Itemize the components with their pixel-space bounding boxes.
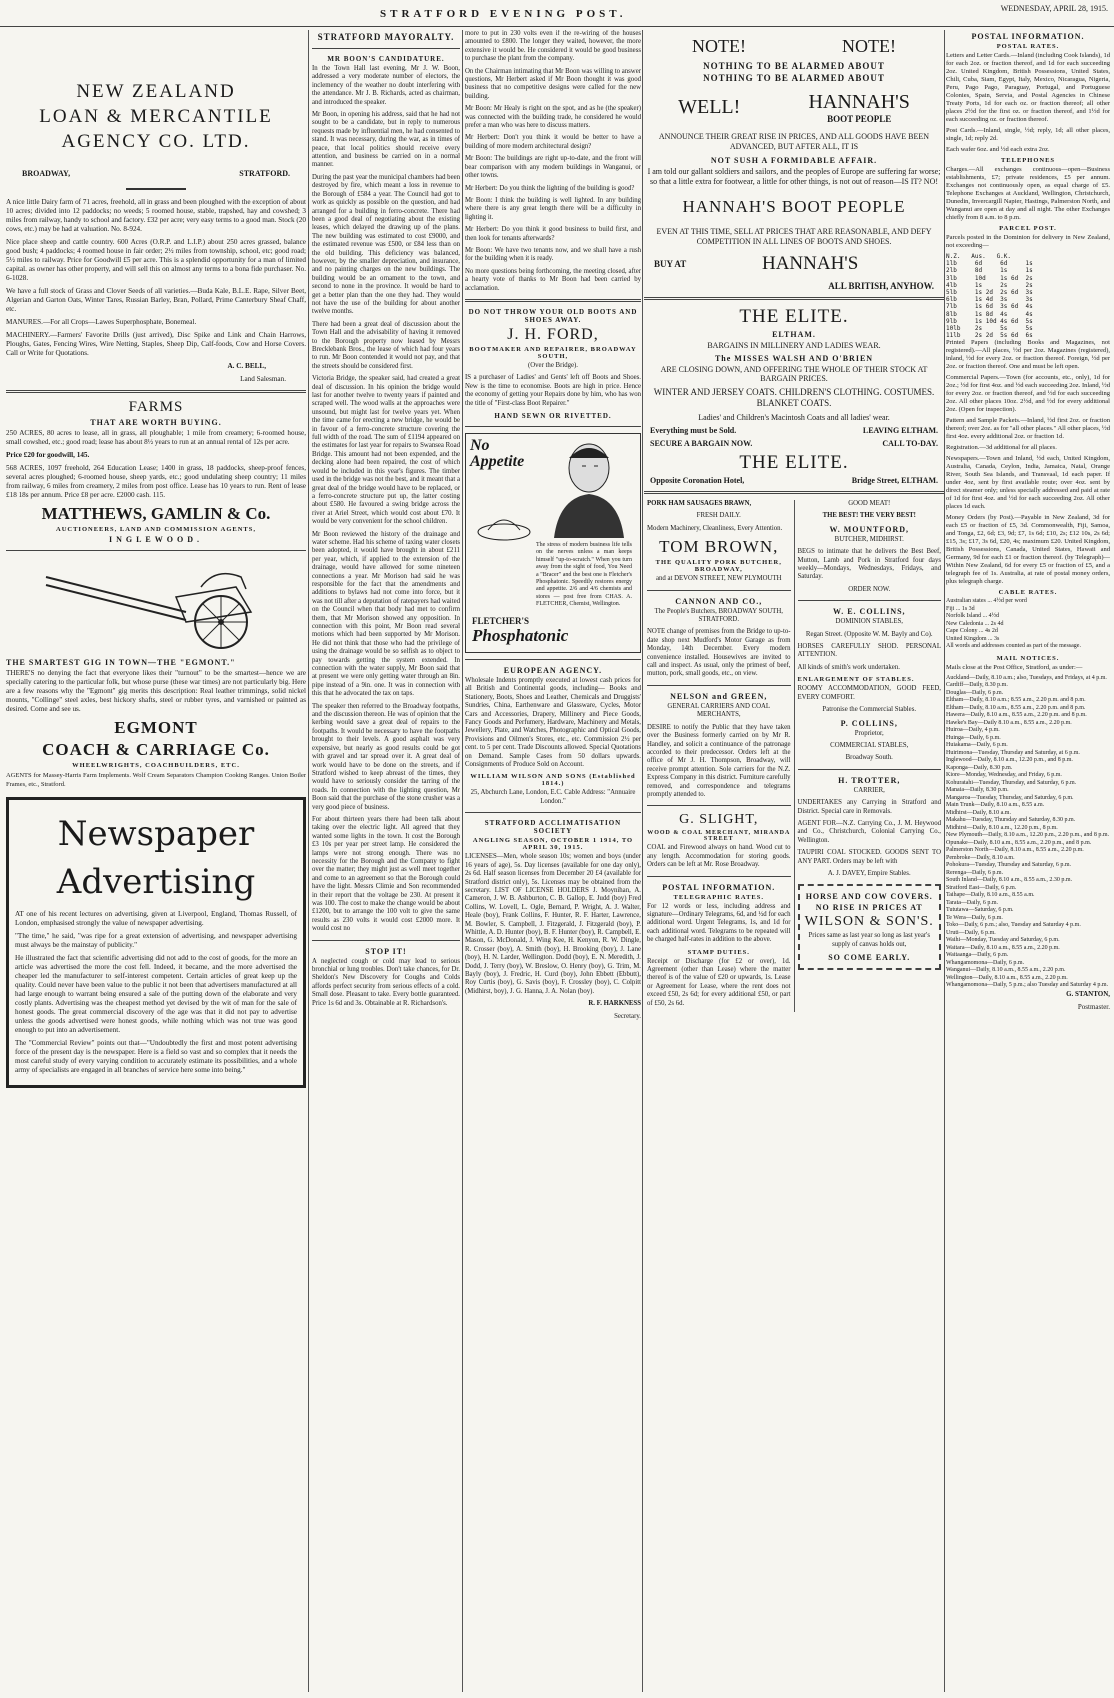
mayoralty-p1: In the Town Hall last evening, Mr J. W. Boon, addressed a very moderate number of electors, the inclemency of the weather no doubt interfering with the attendance. Mr J. B. Richards, acted as chairman, and introduced the speaker. [312,65,460,106]
mail-item: Te Wera—Daily, 6 p.m. [946,914,1003,921]
hannahs-soldiers: I am told our gallant soldiers and sailors, and the peoples of Europe are suffering far worse; so that a little extra for footwear, a little for other things, is not out of reason—IS IT? NO! [647,167,941,186]
hannahs-title: HANNAH'S [808,91,910,113]
mail-item: Kohuratahi—Tuesday, Thursday, and Saturday, 6 p.m. [946,779,1077,786]
stamp-text: Receipt or Discharge (for £2 or over), 1d. Agreement (other than Lease) where the matter thereof is of the value of £20 or upwards, 1s. Lease or Agreement for Lease, where the rent does not exceed £50, 2s 6d; for every additional £50, or part of £50, 2s 6d. [647,957,791,1007]
mail-item: Midhirst—Daily, 8.10 a.m. [946,809,1011,816]
cable-row: United Kingdom ... 3s [946,635,1000,642]
mayoralty-cont-p5: Mr Boon: The buildings are right up-to-date, and the front will bear comparison with any modern buildings in Wanganui, or other towns. [465,155,641,180]
acclimatisation-signature-title: Secretary. [614,1012,641,1020]
mail-notices: MAIL NOTICES. [996,654,1060,662]
elite-title: THE ELITE. [739,306,849,327]
mountford-text: BEGS to intimate that he delivers the Best Beef, Mutton, Lamb and Pork in Stratford four days weekly—Mondays, Wednesdays, Fridays, and Saturday. [797,548,941,581]
farms-subtitle: THAT ARE WORTH BUYING. [90,418,222,427]
mail-item: Mangaroa—Tuesday, Thursday, and Saturday, 6 p.m. [946,794,1074,801]
trotter-title: H. TROTTER, [838,775,901,785]
nelson-title: NELSON and GREEN, [670,691,768,701]
newspapers: Newspapers.—Town and Inland, ½d each, United Kingdom, Australia, Canada, Ceylon, India, Jamaica, Natal, Orange River, South Sea Islands, and Transvaal, 1d each paper. If under 4oz, sent by first available route; over 4oz. sent by direct steamer only; unless specially addressed and paid at rate of 1d for first 4oz. and ½d for each succeeding 2oz. All other places 1d each. [946,455,1110,511]
mayoralty-p8: For about thirteen years there had been talk about taking over the electric light. All agreed that they wanted some lights in the town. It cost the Borough £3 10s per year per street lamp. He considered the lamps were not strong enough. There was no necessity for the Borough and the Company to fight over the matter; they might just as well meet together and come to an agreement so that the Borough could have the light. Messrs Climie and Son recommended in their report that the voltage be 230. At present it was 100. The cost to make the change would be about £1200, but to arrange the 100 volt to give the same results as 230 volts it would cost £2000 more. It would cost no [312,815,460,933]
cable-row: Fiji ... 1s 3d [946,605,975,612]
mail-item: Huinga—Daily, 6 p.m. [946,734,1001,741]
gig-description: THERE'S no denying the fact that everyone likes their "turnout" to be the smartest—hence we are specially catering to the particular folk, but whose purse (these war times) are not particularly big. Here are a few reasons why the "Egmont" gig merits this description: Real leather trimmings, solid nickel mounts, "Collinge" steel axles, best hickory shafts, steel or rubber tyres, and varnished or painted as desired. Come and see us. [6,669,306,713]
divider [465,426,641,427]
nz-loan-seeds: We have a full stock of Grass and Clover Seeds of all varieties.—Buda Kale, B.L.E. Rape, Silver Beet, Algerian and Garton Oats, Winter Tares, Russian Barley, Bran, Pollard, Prime Canterbury Sheaf Chaff, etc. [6,287,306,313]
postal-info-title: POSTAL INFORMATION. [662,882,776,892]
telephone-charges: Charges.—All exchanges continuous—open—Business establishments, £7; private residences, £5 per annum. Exchanges not continuously open, as equal charge of £5. Telephone Exchanges at Auckland, Wellington, Christchurch, Dunedin, Invercargill Napier, Hastings, Palmerston North, and Wanganui are open at day and all night. The other Exchanges chiefly from 8 a.m. to 8 p.m. [946,166,1110,221]
european-agency-signature: WILLIAM WILSON AND SONS (Established 1814.) [470,773,636,788]
no-rise: NO RISE IN PRICES AT [815,903,923,913]
mail-item: Eltham—Daily, 8.10 a.m.; 8.55 a.m., 2.20 p.m. and 8 p.m. [946,697,1086,704]
mail-item: Whangamomona—Daily, 6 p.m. [946,959,1025,966]
elite-bargains: BARGAINS IN MILLINERY AND LADIES WEAR. [707,341,881,350]
hannahs-not-formidable: NOT SUSH A FORMIDABLE AFFAIR. [710,156,878,165]
european-agency-address: 25, Abchurch Lane, London, E.C. Cable Address: "Annuaire London." [470,789,636,805]
mail-item: Huiakama—Daily, 6 p.m. [946,742,1008,749]
cable-row: All words and addresses counted as part of the message. [946,643,1081,650]
parcel-row: 5lb 1s 2d 2s 6d 3s [946,289,1033,297]
mail-item: Taihape—Daily, 8.10 a.m., 8.55 a.m. [946,892,1035,899]
come-early: SO COME EARLY. [828,953,911,963]
davey: A. J. DAVEY, Empire Stables. [827,869,911,877]
collins-horses: HORSES CAREFULLY SHOD. PERSONAL ATTENTION. [797,643,941,659]
cannon-text: NOTE change of premises from the Bridge to up-to-date shop next Mudford's Motor Garage as from Monday, 14th December. Every modern convenience installed. Housewives are invited to call and inspect. As usual, only the primest of beef, mutton, pork, small goods, etc., on view. [647,628,791,678]
mail-item: Midhirst—Daily, 8.10 a.m., 12.20 p.m., 8 p.m. [946,824,1058,831]
tom-brown-devon: and at DEVON STREET, NEW PLYMOUTH [655,575,782,583]
mayoralty-cont-p9: Mr Boon: We have two tenants now, and we shall have a rush for the building when it is ready. [465,246,641,263]
tom-brown: TOM BROWN, [659,537,779,557]
postmaster-title: Postmaster. [1077,1002,1110,1011]
divider [798,600,942,601]
mayoralty-cont-p6: Mr Herbert: Do you think the lighting of the building is good? [465,184,635,192]
nz-loan-listing-2: Nice place sheep and cattle country. 600 Acres (O.R.P. and L.I.P.) about 250 acres grassed, balance good bush; 4 paddocks; 4 roomed house in fair order; 2½ miles from township, school, etc; good road; 5½ miles to railway. Price for Goodwill £5 per acre. This is a splendid opportunity for a man of limited capital. as owner has other property, and will sell this on almost any terms to a bona fide purchaser. No. 6-1028. [6,238,306,282]
parcel-row: 1lb 6d 6d 1s [946,260,1033,268]
farms-price-1: Price £20 for goodwill, 145. [6,451,90,459]
mail-item: Waitara—Daily, 8.10 a.m., 8.55 a.m., 2.20 p.m. [946,944,1060,951]
column-4 [644,30,944,1692]
elite-must-sell: Everything must be Sold. [650,426,737,435]
order-now: ORDER NOW. [848,585,891,593]
collins-address: Regan Street. (Opposite W. M. Bayly and Co). [805,630,933,638]
mayoralty-cont-p3: Mr Boon: Mr Healy is right on the spot, and as he (the speaker) was connected with the building trade, he considered he would prefer a man who was here to discuss matters. [465,105,641,130]
post-cards: Post Cards.—Inland, single, ½d; reply, 1d; all other places, single, 1d; reply 2d. [946,127,1110,142]
newspaper-advertising-p3: He illustrated the fact that scientific advertising did not add to the cost of goods, for the more an article was advertised the more the cost fell. Indeed, it became, and the more advertised the cheaper led the manufacturer to self-interest competent. Certain articles of great keep up the quality. Could never have been value to the public it not been that advertisers manufactured at all had large enough to warrant being ensured a sale of the putting down of the elaborate and very costly plants. Advertising was the cheapest method yet devised by the wit of man for the sale of honest goods. The great commercial discovery of the age was that it did not pay to advertise unless the goods advertised were honest goods, while nothing which was not true was good enough to put into an advertisement. [15,954,297,1034]
divider [312,48,460,49]
postmaster-name: G. STANTON, [1066,989,1110,998]
parcel-row: 8lb 1s 8d 4s 4s [946,310,1033,318]
registration: Registration.—3d additional for all places. [946,444,1057,452]
mail-item: Pembroke—Daily, 8.10 a.m. [946,854,1015,861]
nz-loan-manures: MANURES.—For all Crops—Lawes Superphosphate, Bonemeal. [6,318,197,326]
note-right: NOTE! [842,36,896,56]
hannahs-reasonable: EVEN AT THIS TIME, SELL AT PRICES THAT ARE REASONABLE, AND DEFY COMPETITION IN ALL LINES OF BOOTS AND SHOES. [656,227,932,246]
mail-item: South Inland—Daily, 8.10 a.m., 8.55 a.m., 2.30 p.m. [946,877,1073,884]
cable-row: Norfolk Island ... 4½d [946,613,1000,620]
hannahs-rise: ANNOUNCE THEIR GREAT RISE IN PRICES, AND ALL GOODS HAVE BEEN ADVANCED, BUT AFTER ALL, IT IS [658,132,930,151]
phosphatonic-text: The stress of modern business life tells on the nerves unless a man keeps himself "up-to-scratch." When you turn away from the sight of food, You Need a "Bracer" and the best one is Fletcher's Phosphatonic. Speedily restores energy and appetite. 2/6 and 4/6 chemists and stores — post free from CHAS. A. FLETCHER, Chemist, Wellington. [536,542,632,608]
divider [798,769,942,770]
mail-item: Inglewood—Daily, 8.10 a.m., 12.20 p.m., and 8 p.m. [946,757,1073,764]
mail-item: Whangamomona—Daily, 5 p.m.; also Tuesday and Saturday 4 p.m. [946,982,1109,989]
divider [647,590,791,591]
nz-loan-broadway: BROADWAY, [22,169,71,178]
mail-item: Stratford East—Daily, 6 p.m. [946,884,1017,891]
telephones: TELEPHONES [1000,157,1056,164]
mail-item: Hawera—Daily, 8.10 a.m., 8.55 a.m., 2.20 p.m. and 8 p.m. [946,712,1087,719]
egmont-company: COACH & CARRIAGE Co. [42,740,270,759]
acclimatisation-text: LICENSES—Men, whole season 10s; women and boys (under 16 years of age), 5s. Day licenses (available for one day only), 2s 6d. Half season licenses from December 20 £4 (available for Stratford district only), 5s. Licenses may be obtained from the secretary. LIST OF LICENSE HOLDERS J. Moynihan, A. Cameron, J. W. B. Ashburton, C. B. Gallop, E. Judd (boy) Fred Collins, W. Lovell, L. Ogle, Bernard, P. Wright, A. J. Walter, Heale (boy), Frank Collins, F. Hunter, R. F. Harter, Lawrence, M. Bowler, S. Campbell, J. Fitzgerald, J. Fitzgerald (boy), P. Whittle, A. D. Hunter (boy), B. F. Hunter (boy), R. Campbell, E. Mason, G. McDonald, J. Wing Kee, H. Kenyon, R. W. Dingle, R. Crosser (boy), A. Smith (boy), H. Brooking (boy), J. Lane (boy), H. N. Larder, Wellington. Dodd (boy), E. N. Meredith, J. Dodd, J. Terry (boy), W. Breslow, O. Henry (boy), G. Trim, M. Bayly (boy), J. Fredric, H. Curd (boy), John Ebbett (Ebbutt), Roy Curtis (boy), G. Savis (boy), F. Crossley (boy), C. Colpitt (Midhirst, boy), J. G. Hanna, J. A. Nolan (boy). [465,853,641,995]
gig-headline: THE SMARTEST GIG IN TOWN—THE "EGMONT." [6,658,236,667]
elite-macintosh: Ladies' and Children's Macintosh Coats and all ladies' wear. [698,413,890,422]
divider [465,812,641,813]
cable-rates: CABLE RATES. [998,589,1058,597]
farms-listing-2: 568 ACRES, 1097 freehold, 264 Education Lease; 1400 in grass, 18 paddocks, sheep-proof fences, several acres ploughed; 6-roomed house, sheep yards, etc.; good undulating sheep country; 11 miles from railway, 6 miles from creamery, 2 miles from post office. Lease has 10 years to run. Rent of lease £18 18s per annum. Price £8 per acre. £2000 cash. 115. [6,464,306,499]
fresh-daily: FRESH DAILY. [696,512,741,520]
column-2 [312,30,460,1692]
mail-item: Palmerston North—Daily, 8.10 a.m., 8.55 a.m., 2.20 p.m. [946,847,1084,854]
parcel-table-header: N.Z. Aus. G.K. [946,253,1012,260]
hannahs-boot-people-large: HANNAH'S BOOT PEOPLE [682,197,906,216]
mayoralty-cont-p2: On the Chairman intimating that Mr Boon was willing to answer questions, Mr Herbert asked if Mr Boon thought it was good business that no competitive designs were called for the new building. [465,67,641,100]
ford-trade: BOOTMAKER AND REPAIRER, BROADWAY SOUTH, [469,345,637,360]
man-portrait-illustration [544,438,634,538]
divider [647,685,791,686]
newspaper-advertising-p1: AT one of his recent lectures on advertising, given at Liverpool, England, Thomas Russell, of London, emphasised strongly the value of newspaper advertising. [15,910,297,927]
divider [6,390,306,393]
mail-item: Kiore—Monday, Wednesday, and Friday, 6 p.m. [946,772,1062,779]
slight-sub: WOOD & COAL MERCHANT, MIRANDA STREET [647,830,791,843]
matthews-gamlin-subtitle: AUCTIONEERS, LAND AND COMMISSION AGENTS, [56,526,256,533]
taupiri: TAUPIRI COAL STOCKED. GOODS SENT TO ANY PART. Orders may be left with [797,849,941,865]
nz-loan-signature: A. C. BELL, [227,362,266,370]
mail-item: Huiroa—Daily, 4 p.m. [946,727,1000,734]
proprietor: Proprietor, [854,729,884,737]
parcel-post: PARCEL POST. [999,225,1057,232]
divider [647,876,791,877]
masthead-date: WEDNESDAY, APRIL 28, 1915. [1000,4,1108,13]
cable-row: Cape Colony ... 4s 2d [946,628,998,635]
ford-footer: HAND SEWN OR RIVETTED. [494,412,612,420]
the-best: THE BEST! THE VERY BEST! [822,512,916,520]
divider [644,491,944,494]
divider [644,297,944,300]
mayoralty-cont-p4: Mr Herbert: Don't you think it would be better to have a building of more modern architectural design? [465,134,641,150]
column-rule [308,30,309,1692]
nelson-sub: GENERAL CARRIERS AND COAL MERCHANTS, [667,702,771,719]
alarm-line-1: NOTHING TO BE ALARMED ABOUT [703,61,885,71]
elite-misses: The MISSES WALSH AND O'BRIEN [714,354,874,363]
elite-address-1: Opposite Coronation Hotel, [650,476,745,485]
mail-item: Waitaanga—Daily, 6 p.m. [946,952,1009,959]
commercial-stables: COMMERCIAL STABLES, [830,741,909,749]
column-rule [462,30,463,1692]
mountford-title: W. MOUNTFORD, [829,524,910,534]
divider [465,659,641,660]
nz-loan-title-1: NEW ZEALAND [76,81,236,102]
ornament-rule [126,188,186,190]
wilson-box [798,884,942,970]
mail-item: Tarata—Daily, 6 p.m. [946,899,999,906]
broadway-south: Broadway South. [845,754,893,762]
elite-call: CALL TO-DAY. [882,439,938,448]
egmont-trades: WHEELWRIGHTS, COACHBUILDERS, ETC. [72,762,240,769]
cable-row: New Caledonia ... 2s 4d [946,620,1004,627]
postal-rates: POSTAL RATES. [996,43,1060,50]
european-agency-text: Wholesale Indents promptly executed at lowest cash prices for all British and Continental goods, including— Books and Stationery, Boots, Shoes and Leather, Chemicals and Druggists' Sundries, China, Earthenware and Glassware, Cycles, Motor Cars and Accessories, Drapery, Millinery and Piece Goods, Fancy Goods and Perfumery, Hardware, Machinery and Metals, Jewellery, Plate, and Watches, Photographic and Optical Goods, Provisions and Oilmen's Stores, etc., etc. Commission 2½ per cent. to 5 per cent. Trade Discounts allowed. Special Quotations on Demand. Sample Cases from 50 dollars upwards. Consignments of Produce Sold on Account. [465,677,641,769]
collins-sub: DOMINION STABLES, [835,618,903,626]
mayoralty-cont-p8: Mr Herbert: Do you think it good business to build first, and then look for tenants afterwards? [465,226,641,242]
elite-eltham: ELTHAM. [772,330,816,339]
mayoralty-p2: Mr Boon, in opening his address, said that he had not sought to be a candidate, but in reply to numerous requests made by influential men, he had consented to stand. It was necessary, during the war, as in times of peace, that local politics should receive every attention, and business be carried on in a normal manner. [312,111,460,169]
newspaper-advertising-title-2: Advertising [56,862,256,902]
column-3 [465,30,641,1692]
mountford-sub: BUTCHER, MIDHIRST. [834,535,904,543]
divider [647,805,791,806]
mail-item: Tututawa—Saturday, 6 p.m. [946,907,1014,914]
mail-item: Kaponga—Daily, 8.30 p.m. [946,764,1013,771]
parcel-table [946,253,1110,339]
column-5 [946,30,1110,1692]
parcel-row: 10lb 2s 5s 5s [946,325,1033,333]
mayoralty-p4: There had been a great deal of discussion about the Town Hall and the advisability of having it removed to the Borough property now leased by Messrs Brecklebank Bros., the lease of which had four years to run. Mr Boon contended it would not pay, and that the streets should be considered first. [312,320,460,370]
cable-row: Australian states ... 4½d per word [946,598,1027,605]
stop-it-title: STOP IT! [365,946,407,956]
mail-item: Uruti—Daily, 6 p.m. [946,929,996,936]
parcel-row: 6lb 1s 4d 3s 3s [946,296,1033,304]
mail-item: Douglas—Daily, 6 p.m. [946,689,1004,696]
printed-papers: Printed Papers (including Books and Magazines, not registered).—All places, ½d per 2oz. Magazines (registered), inland, ½d for every 2oz. or fraction thereof. Foreign, ½d per 2oz. or fraction thereof. One and must be left open. [946,339,1110,371]
mail-item: Wellington—Daily, 8.10 a.m., 8.55 a.m., 2.20 p.m. [946,974,1068,981]
commercial-papers: Commercial Papers.—Town (for accounts, etc., only), 1d for 2oz.; ½d for first 4oz. and ½d each succeeding 2oz. Inland, ½d for every 2oz. or fraction thereof, and ½d for each succeeding 2oz. All other places 10oz. 2½d, and ½d for every additional 2oz. (Open for inspection). [946,374,1110,414]
column-rule [944,30,945,1692]
farms-listing-1: 250 ACRES, 80 acres to lease, all in grass, all ploughable; 1 mile from creamery; 6-roomed house, small cowshed, etc.; good road; lease has about 8½ years to run at an annual rental of 12s per acre. [6,429,306,446]
slight-title: G. SLIGHT, [679,812,759,828]
enlargement: ENLARGEMENT OF STABLES. [797,676,915,684]
elite-coats: WINTER AND JERSEY COATS. CHILDREN'S CLOTHING. COSTUMES. BLANKET COATS. [653,387,935,408]
mail-item: Eltham—Daily, 8.10 a.m., 8.55 a.m., 2.20 p.m. and 8 p.m. [946,704,1086,711]
mail-item: Main Trunk—Daily, 8.10 a.m., 8.55 a.m. [946,802,1045,809]
collins-smith: All kinds of smith's work undertaken. [797,663,900,671]
parcel-row: 4lb 1s 2s 2s [946,281,1033,289]
column-1 [6,30,306,1692]
column-rule [642,30,643,1692]
nz-loan-title-2: LOAN & MERCANTILE [39,106,273,127]
newspaper-advertising-title-1: Newspaper [57,814,255,854]
mail-item: Auckland—Daily, 8.10 a.m.; also, Tuesdays, and Fridays, at 4 p.m. [946,674,1107,681]
mayoralty-p7: The speaker then referred to the Broadway footpaths, and the discussion thereon. He was of opinion that the kerbing would save a great deal of repairs to the footpaths. It would be necessary to have the footpaths brought to their levels. A good asphalt was very expensive, but nearly as good results could be got with gravel and tar spread over it. A great deal of work would have to be done on the streets, and if Stratford wished to keep abreast of the times, they would have to seriously consider the tarring of the roads. In connection with the lighting question, Mr Boon said that the purchase of the stone crusher was a very good piece of business. [312,702,460,811]
all-british: ALL BRITISH, ANYHOW. [828,281,934,291]
mail-item: Makahu—Tuesday, Thursday and Saturday, 8.30 p.m. [946,817,1076,824]
mayoralty-p5: Victoria Bridge, the speaker said, had created a great deal of discussion. In his opinion the bridge would last for another twelve to twenty years if painted and scraped well. The wood walls at the approaches were unsound, but might last for twelve years yet. When the time came for erecting a new bridge, he would be in favour of a ferro-concrete structure covering the full width of the road. The sum of £1194 appeared on the estimates for last year for repairs to Swansea Road Bridge. This amount had not been expended, and the decking alone had been repaired, the cost of which would be included in this year's figures. The timber used in the bridge was not the best, and it meant that a great deal of the bridge would have to be replaced, or a ferro-concrete structure put up, the latter costing about £580. He favoured a swing bridge across the river at Ariel Street, which would cost about £70. It would be very convenient for the school children. [312,375,460,526]
elite-title-2: THE ELITE. [739,452,849,473]
good-meat: GOOD MEAT! [848,500,891,507]
stamp-duties: STAMP DUTIES. [687,948,750,956]
wafer: Each wafer 6oz. and ½d each extra 2oz. [946,146,1050,153]
newspaper-advertising-box [6,797,306,1088]
elite-secure: SECURE A BARGAIN NOW. [650,439,753,448]
tom-brown-sub: THE QUALITY PORK BUTCHER, BROADWAY, [655,559,782,574]
mail-item: Pohokura—Tuesday, Thursday and Saturday, 6 p.m. [946,862,1072,869]
mayoralty-title: STRATFORD MAYORALTY. [317,32,455,42]
patronise: Patronise the Commercial Stables. [822,706,917,714]
phosphatonic-ad [465,433,641,653]
newspaper-advertising-p4: The "Commercial Review" points out that—"Undoubtedly the first and most potent advertising force of the present day is the newspaper. Here is a field so vast and so complex that it needs the most careful study of every varying condition to accurately estimate its possibilities, and a whole army of specialists are engaged in all branches of service here some into being." [15,1039,297,1074]
matthews-gamlin-town: INGLEWOOD. [108,535,203,544]
postal-title: POSTAL INFORMATION. [971,32,1085,41]
trotter-agent: AGENT FOR—N.Z. Carrying Co., J. M. Heywood and Co., Christchurch, Colonial Carrying Co., Wellington. [797,819,941,844]
mayoralty-subtitle: MR BOON'S CANDIDATURE. [327,55,445,63]
matthews-gamlin-title: MATTHEWS, GAMLIN & Co. [41,504,271,523]
p-collins: P. COLLINS, [840,718,898,728]
acclimatisation-season: ANGLING SEASON, OCTOBER 1 1914, TO APRIL 30, 1915. [472,837,634,852]
lower-ads [644,500,944,1012]
slight-text: COAL and Firewood always on hand. Wood cut to any length. Accommodation for storing goods. Orders can be left at Mr. Rose Broadway. [647,844,791,869]
acclimatisation-title: STRATFORD ACCLIMATISATION SOCIETY [484,819,622,836]
carrier: CARRIER, [853,786,885,794]
roomy: ROOMY ACCOMMODATION, GOOD FEED, EVERY COMFORT. [797,685,941,701]
alarm-line-2: NOTHING TO BE ALARMED ABOUT [703,73,885,83]
mail-item: Cardiff—Daily, 8.30 p.m. [946,682,1008,689]
well-text: WELL! [678,96,741,118]
hannahs-final: HANNAH'S [761,253,859,274]
ford-text: IS a purchaser of Ladies' and Gents' left off Boots and Shoes. New is the time to economise. Boots are high in price. Hence the economy of getting your Repairs done by him, who has won the title of "First-class Boot Repairer." [465,374,641,407]
nelson-text: DESIRE to notify the Public that they have taken over the Business formerly carried on by Mr R. Handley, and solicit a continuance of the patronage accorded to their predecessor. Orders left at the office of Mr J. H. Thompson, Broadway, will receive prompt attention. Sole carriers for the N.Z. Express Company in this district. Furniture carefully removed, and correspondence and telegrams promptly attended to. [647,723,791,798]
mail-list [946,675,1110,990]
mail-item: Huirimona—Tuesday, Thursday and Saturday, at 6 p.m. [946,749,1080,756]
parcel-row: 11lb 2s 2d 5s 6d 6s [946,332,1033,340]
divider [465,299,641,302]
egmont-title: EGMONT [114,718,198,737]
plate-illustration [474,504,534,544]
phosphatonic-brand-2: Phosphatonic [472,626,569,645]
note-left: NOTE! [692,36,746,56]
buy-at: BUY AT [654,259,687,269]
elite-leaving: LEAVING ELTHAM. [862,426,938,435]
newspaper-advertising-p2: "The time," he said, "was ripe for a great extension of advertising, and newspaper advertising must always be the mainstay of publicity." [15,932,297,949]
masthead-title: STRATFORD EVENING POST. [380,8,627,20]
letters: Letters and Letter Cards.—Inland (including Cook Islands), 1d for each 2oz. or fraction thereof, and 1d for each succeeding 2oz. United Kingdom, British Possessions, United States, Chili, Cuba, Siam, Egypt, Italy, Mexico, Nicaragua, Nigeria, Peru, Pago Pago, Paraguay, Portugal, and Portuguese Colonies, Spain, Servia, and Postal Agencies in Chinese Treaty Ports, 1d for each oz. or fraction thereof; all other places 2½d for the first oz. or fraction thereof, and 1½d for each succeeding oz. or fraction thereof. [946,52,1110,123]
parcel-row: 2lb 8d 1s 1s [946,267,1033,275]
telegraphic-text: For 12 words or less, including address and signature—Ordinary Telegrams, 6d, and ½d for each additional word. Urgent Telegrams, 1s, and 1d for each additional word. Telegrams to be repeated will be charged half-rates in addition to the above. [647,902,791,944]
mail-item: Manaia—Daily, 8.30 p.m. [946,787,1009,794]
parcel-row: 7lb 1s 6d 3s 6d 4s [946,303,1033,311]
mayoralty-cont-p10: No more questions being forthcoming, the meeting closed, after a hearty vote of thanks to Mr Boon had been carried by acclamation. [465,267,641,292]
wilson-sons: WILSON & SON'S. [804,914,934,930]
mail-item: Waihi—Monday, Tuesday and Saturday, 6 p.m. [946,937,1060,944]
mail-item: Rerenga—Daily, 6 p.m. [946,869,1004,876]
divider [312,940,460,941]
pork-list: PORK HAM SAUSAGES BRAWN, [647,500,752,507]
european-agency-title: EUROPEAN AGENCY. [503,666,603,675]
wilson-text: Prices same as last year so long as last year's supply of canvas holds out, [808,932,930,948]
parcel-row: 3lb 10d 1s 6d 2s [946,274,1033,282]
mail-intro: Mails close at the Post Office, Stratford, as under:— [946,663,1083,671]
stop-it-text: A neglected cough or cold may lead to serious bronchial or lung troubles. Don't take chances, for Dr. Sheldon's New Discovery for Coughs and Colds affords perfect security from serious effects of a cold. Small dose. Pleasant to take. Every bottle guaranteed. Price 1s 6d and 3s. Obtainable at R. Richardson's. [312,957,460,1007]
boot-people: BOOT PEOPLE [827,114,892,124]
horse-cow-covers: HORSE AND COW COVERS. [805,892,933,902]
elite-address-2: Bridge Street, ELTHAM. [851,476,938,485]
parcel-text: Parcels posted in the Dominion for delivery in New Zealand, not exceeding— [946,234,1110,249]
nz-loan-listing-1: A nice little Dairy farm of 71 acres, freehold, all in grass and been ploughed with the exception of about 10 acres; divided into 12 paddocks; no weeds; 5 roomed house, stable, trapshed, hay and cowshed; 3 miles from railway, handy to school and factory. £32 per acre; very easy terms to a good man. Stock (20 cows, etc.) may be had at valuation. No. 8-924. [6,198,306,233]
egmont-agents: AGENTS for Massey-Harris Farm Implements. Wolf Cream Separators Champion Cooking Ranges. Union Boiler Frames, etc., Stratford. [6,772,306,788]
money-orders: Money Orders (by Post).—Payable in New Zealand, 3d for each £5 or fraction of £5, 3d. Commonwealth, Fiji, Samoa, and Tonga, £2, 6d; £3, 9d; £7, 1s 6d; £10, 2s; £12 10s, 2s 6d; £15, 3s; £17, 3s 6d, £20, 4s; maximum £20. United Kingdom, British Possessions, Canada, United States, Hawaii and Germany, 9d for each £1 or fraction thereof. (by Telegraph)—Within New Zealand, 6d for every £5 or fraction of £5, and a telegraph fee of 1s. Australia, at rate of postal money orders, plus telegraph charge. [946,514,1110,586]
trotter-text: UNDERTAKES any Carrying in Stratford and District. Special care in Removals. [797,799,941,815]
phosphatonic-headline: No Appetite [470,437,525,470]
telegraphic-rates: TELEGRAPHIC RATES. [673,893,764,901]
mayoralty-cont-p1: more to put in 230 volts even if the re-wiring of the houses amounted to £800. The longer they waited, however, the more extensive it would be. He considered it would be good business to purchase the plant from the company. [465,30,641,63]
collins-title: W. E. COLLINS, [832,607,906,617]
mail-item: Hawke's Bay—Daily 8.10 a.m., 8.55 a.m., 2.20 p.m. [946,719,1072,726]
nz-loan-title-3: AGENCY CO. LTD. [61,131,251,152]
divider [6,550,306,551]
ford-headline: DO NOT THROW YOUR OLD BOOTS AND SHOES AWAY. [468,307,638,324]
nz-loan-stratford: STRATFORD. [239,169,290,178]
parcel-row: 9lb 1s 10d 4s 6d 5s [946,317,1033,325]
mail-item: Wanganui—Daily, 8.10 a.m., 8.55 a.m., 2.20 p.m. [946,967,1066,974]
mayoralty-p3: During the past year the municipal chambers had been destroyed by fire, which meant a loss in revenue to the Borough of £584 a year. The Council had got to work as quickly as possible on the question, and had arranged for a building in ferro-concrete. There had been a good deal of negotiating about the existing leases, which delayed the drawing up of the plans. The new building was estimated to cost £9000, and the estimated revenue was £500, or £84 less than on the old building. This deficiency was balanced, however, by the smaller depreciation, and insurance, and no painting charges on the new buildings. The building would be an ornament to the town, and second to none in the province. It would be hard to get a better plan than the one they had. They would not have the use of the building for about another twelve months. [312,173,460,316]
ford-location: (Over the Bridge). [527,361,578,369]
mail-item: Toko—Daily, 6 p.m.; also, Tuesday and Saturday 4 p.m. [946,922,1081,929]
elite-closing: ARE CLOSING DOWN, AND OFFERING THE WHOLE OF THEIR STOCK AT BARGAIN PRICES. [660,365,928,383]
modern-machinery: Modern Machinery, Cleanliness, Every Attention. [647,524,783,532]
farms-title: FARMS [128,399,184,415]
cable-table [946,598,1110,651]
mayoralty-cont-p7: Mr Boon: I think the building is well lighted. In any building where there is any great length there will be a difficulty in lighting it. [465,196,641,221]
mayoralty-p6: Mr Boon reviewed the history of the drainage and water scheme. Had his scheme of taxing water closets been adopted, it would have brought in about £211 per year, which, if applied to the extension of the drainage, would have allowed for some nineteen connections a year. Mr Morison had said he was responsible for the fact that the amendments and additions to bylaws had not come into force, but it was not till after a deputation of ratepayers had waited on the Council when that body had met to confirm them, that Mr Morison showed any opposition. In connection with this point, Mr Boon read several motions which had been supported by Mr Morison. He did not think that those who had the privilege of using the drainage would be so selfish as to object to pay towards getting the system extended. In connection with the water supply, Mr Boon said that at present we were only getting water through an 8in. pipe instead of a 9in. one. It was in connection with this that he advocated the tax on taps. [312,530,460,698]
nz-loan-machinery: MACHINERY.—Farmers' Favorite Drills (just arrived), Disc Spike and Link and Chain Harrows, Ploughs, Gates, Fencing Wires, Wire Netting, Staples, Sheep Dip, Calf-foods, Cow and Horse Covers. Call or Write for Quotations. [6,331,306,357]
ford-name: J. H. FORD, [507,325,599,343]
mail-item: Opunake—Daily, 8.10 a.m., 8.55 a.m., 2.20 p.m., and 8 p.m. [946,839,1092,846]
pattern-packets: Pattern and Sample Packets.—Inland, ½d first 2oz. or fraction thereof; over 2oz. as for "all other places." All other places, ½d first 4oz. every additional 2oz. or fraction 1d. [946,417,1110,441]
phosphatonic-brand-1: FLETCHER'S [472,616,530,626]
masthead [0,0,1114,27]
cannon-title: CANNON AND CO., [675,596,763,606]
egmont-gig-illustration [36,557,276,652]
acclimatisation-signature: R. F. HARKNESS [588,1000,641,1008]
nz-loan-signature-title: Land Salesman. [240,375,286,383]
mail-item: New Plymouth—Daily, 8.10 a.m., 12.20 p.m., 2.20 p.m., and 8 p.m. [946,832,1110,839]
cannon-sub: The People's Butchers, BROADWAY SOUTH, STRATFORD. [654,607,783,624]
